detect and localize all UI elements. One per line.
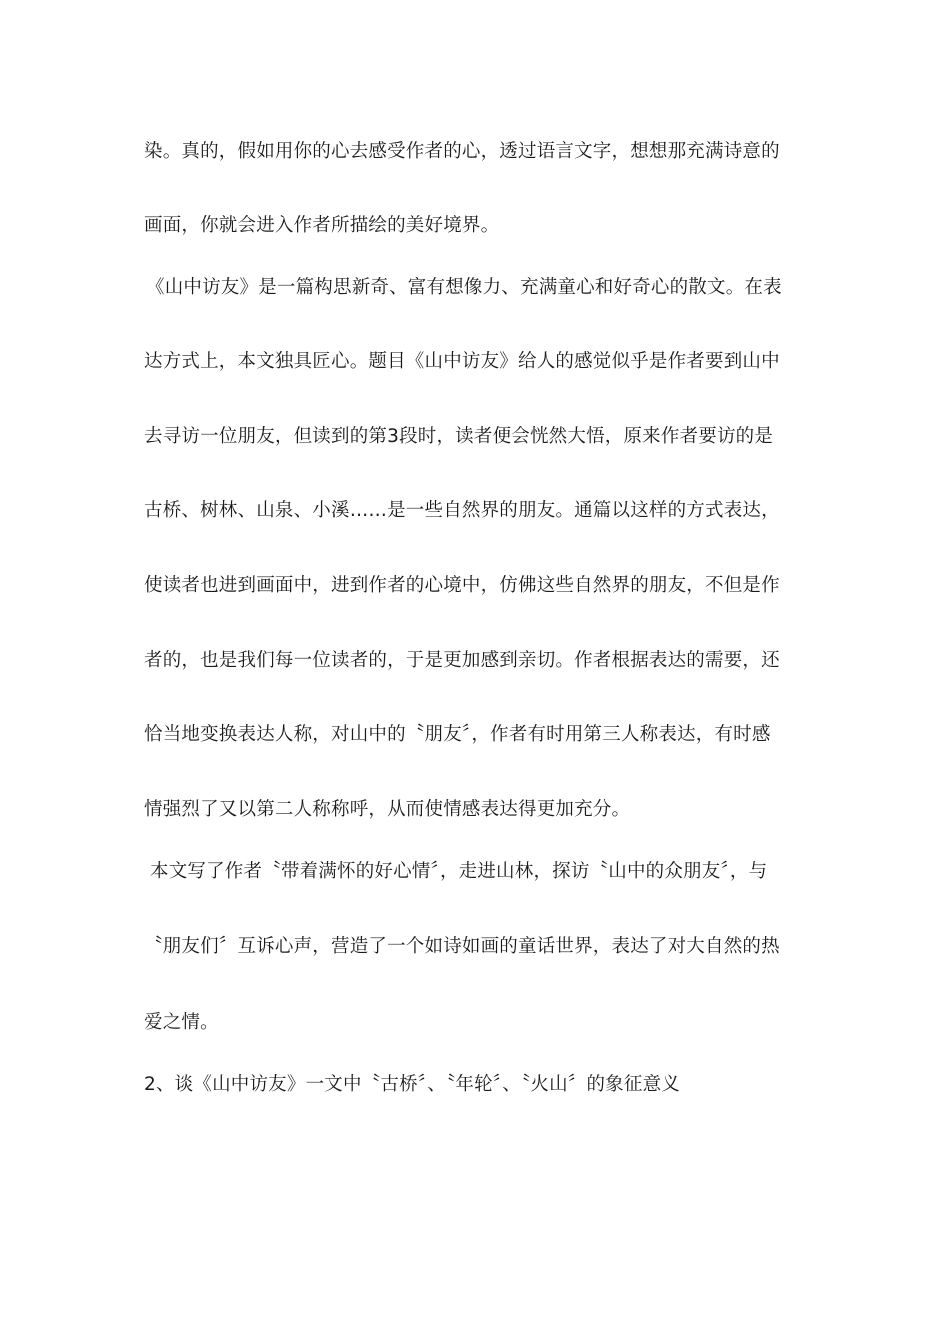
section-heading: 2、谈《山中访友》一文中〝古桥〞、〝年轮〞、〝火山〞的象征意义: [144, 1074, 680, 1095]
text-line: 染。真的，假如用你的心去感受作者的心，透过语言文字，想想那充满诗意的: [144, 141, 780, 162]
text-line: 〝朋友们〞互诉心声，营造了一个如诗如画的童话世界，表达了对大自然的热: [144, 936, 780, 957]
text-line: 本文写了作者〝带着满怀的好心情〞，走进山林，探访〝山中的众朋友〞，与: [150, 861, 768, 882]
text-line: 者的，也是我们每一位读者的，于是更加感到亲切。作者根据表达的需要，还: [144, 650, 780, 671]
text-line: 去寻访一位朋友，但读到的第3段时，读者便会恍然大悟，原来作者要访的是: [144, 426, 774, 447]
text-line: 爱之情。: [144, 1012, 219, 1033]
text-line: 使读者也进到画面中，进到作者的心境中，仿佛这些自然界的朋友，不但是作: [144, 575, 780, 596]
text-line: 《山中访友》是一篇构思新奇、富有想像力、充满童心和好奇心的散文。在表: [146, 277, 782, 298]
text-line: 达方式上，本文独具匠心。题目《山中访友》给人的感觉似乎是作者要到山中: [144, 351, 780, 372]
text-line: 古桥、树林、山泉、小溪……是一些自然界的朋友。通篇以这样的方式表达，: [144, 500, 780, 521]
text-line: 恰当地变换表达人称，对山中的〝朋友〞，作者有时用第三人称表达，有时感: [144, 724, 771, 745]
text-line: 画面，你就会进入作者所描绘的美好境界。: [144, 215, 500, 236]
text-line: 情强烈了又以第二人称称呼，从而使情感表达得更加充分。: [144, 799, 631, 820]
